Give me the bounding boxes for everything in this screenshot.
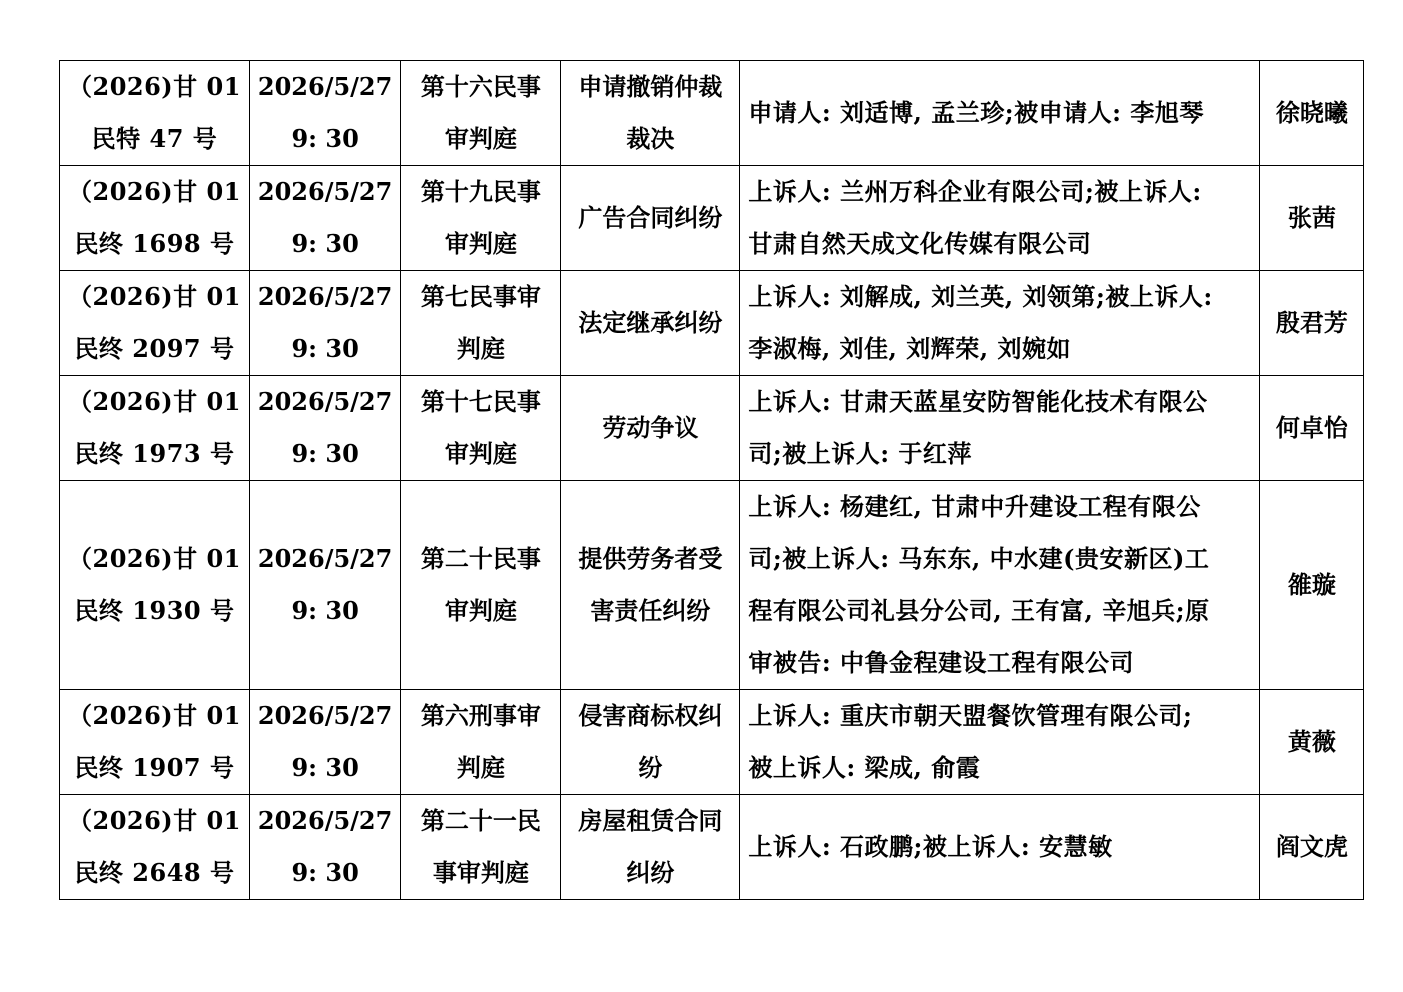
case-number-cell: （2026)甘 01 民终 1930 号 (60, 481, 250, 690)
case-number-cell: （2026)甘 01 民终 1973 号 (60, 376, 250, 481)
case-cause-cell: 提供劳务者受 害责任纠纷 (561, 481, 740, 690)
case-cause-cell: 法定继承纠纷 (561, 271, 740, 376)
parties-cell: 上诉人: 甘肃天蓝星安防智能化技术有限公 司;被上诉人: 于红萍 (740, 376, 1260, 481)
hearing-datetime-cell: 2026/5/27 9: 30 (249, 271, 400, 376)
courtroom-cell: 第十六民事 审判庭 (401, 61, 561, 166)
judge-cell: 雒璇 (1260, 481, 1364, 690)
parties-cell: 上诉人: 兰州万科企业有限公司;被上诉人: 甘肃自然天成文化传媒有限公司 (740, 166, 1260, 271)
judge-cell: 阎文虎 (1260, 795, 1364, 900)
parties-cell: 上诉人: 杨建红, 甘肃中升建设工程有限公 司;被上诉人: 马东东, 中水建(贵安新区)工 程有限公司礼县分公司, 王有富, 辛旭兵;原 审被告: 中鲁金程建设工程有限公司 (740, 481, 1260, 690)
table-row (60, 271, 1364, 376)
courtroom-cell: 第二十民事 审判庭 (401, 481, 561, 690)
case-cause-cell: 房屋租赁合同 纠纷 (561, 795, 740, 900)
table-row (60, 795, 1364, 900)
courtroom-cell: 第十七民事 审判庭 (401, 376, 561, 481)
case-cause-cell: 广告合同纠纷 (561, 166, 740, 271)
judge-cell: 殷君芳 (1260, 271, 1364, 376)
case-number-cell: （2026)甘 01 民终 2648 号 (60, 795, 250, 900)
table-row (60, 166, 1364, 271)
judge-cell: 何卓怡 (1260, 376, 1364, 481)
hearing-schedule-table (59, 60, 1364, 900)
hearing-datetime-cell: 2026/5/27 9: 30 (249, 61, 400, 166)
case-number-cell: （2026)甘 01 民特 47 号 (60, 61, 250, 166)
table-row (60, 690, 1364, 795)
case-cause-cell: 侵害商标权纠 纷 (561, 690, 740, 795)
case-cause-cell: 申请撤销仲裁 裁决 (561, 61, 740, 166)
case-number-cell: （2026)甘 01 民终 2097 号 (60, 271, 250, 376)
case-number-cell: （2026)甘 01 民终 1907 号 (60, 690, 250, 795)
parties-cell: 上诉人: 刘解成, 刘兰英, 刘领第;被上诉人: 李淑梅, 刘佳, 刘辉荣, 刘婉如 (740, 271, 1260, 376)
judge-cell: 黄薇 (1260, 690, 1364, 795)
courtroom-cell: 第二十一民 事审判庭 (401, 795, 561, 900)
parties-cell: 上诉人: 重庆市朝天盟餐饮管理有限公司; 被上诉人: 梁成, 俞霞 (740, 690, 1260, 795)
case-cause-cell: 劳动争议 (561, 376, 740, 481)
courtroom-cell: 第六刑事审 判庭 (401, 690, 561, 795)
case-number-cell: （2026)甘 01 民终 1698 号 (60, 166, 250, 271)
hearing-datetime-cell: 2026/5/27 9: 30 (249, 690, 400, 795)
hearing-datetime-cell: 2026/5/27 9: 30 (249, 166, 400, 271)
hearing-datetime-cell: 2026/5/27 9: 30 (249, 481, 400, 690)
courtroom-cell: 第十九民事 审判庭 (401, 166, 561, 271)
table-row (60, 61, 1364, 166)
table-row (60, 481, 1364, 690)
courtroom-cell: 第七民事审 判庭 (401, 271, 561, 376)
table-row (60, 376, 1364, 481)
hearing-datetime-cell: 2026/5/27 9: 30 (249, 376, 400, 481)
hearing-datetime-cell: 2026/5/27 9: 30 (249, 795, 400, 900)
judge-cell: 张茜 (1260, 166, 1364, 271)
parties-cell: 上诉人: 石政鹏;被上诉人: 安慧敏 (740, 795, 1260, 900)
parties-cell: 申请人: 刘适博, 孟兰珍;被申请人: 李旭琴 (740, 61, 1260, 166)
judge-cell: 徐晓曦 (1260, 61, 1364, 166)
